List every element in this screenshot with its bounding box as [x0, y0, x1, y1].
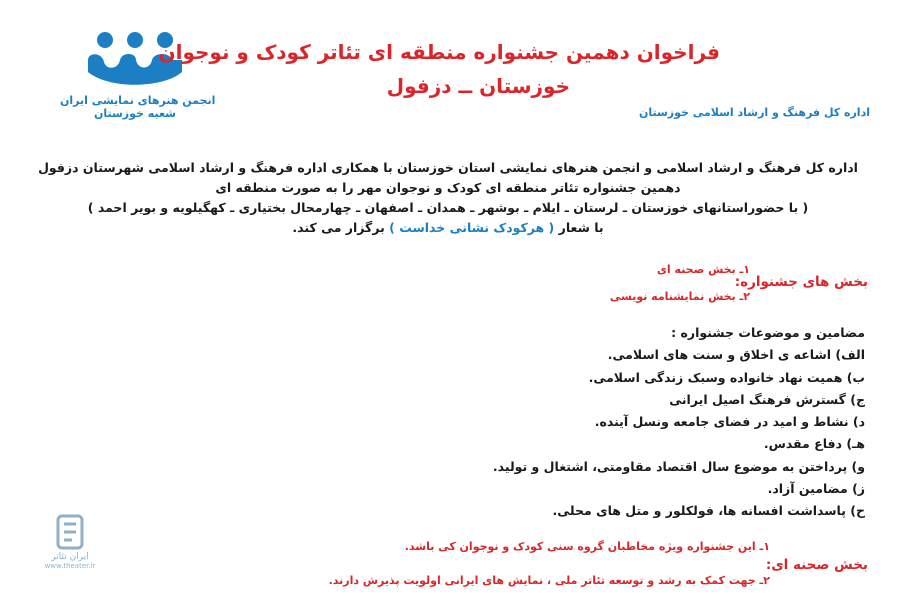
list-item: هـ) دفاع مقدس. — [763, 436, 865, 452]
page-subtitle: خوزستان ــ دزفول — [386, 74, 570, 98]
list-item: د) نشاط و امید در فضای جامعه ونسل آینده. — [594, 414, 865, 430]
list-item: الف) اشاعه ی اخلاق و سنت های اسلامی. — [607, 347, 865, 363]
festival-slogan: ( هرکودک نشانی خداست ) — [389, 220, 555, 235]
intro-paragraph — [28, 158, 868, 238]
iran-theater-watermark — [25, 512, 115, 582]
list-item: ج) گسترش فرهنگ اصیل ایرانی — [669, 391, 865, 407]
intro-slogan-prefix: با شعار — [558, 220, 604, 235]
stage-section-label: بخش صحنه ای: — [765, 557, 868, 573]
intro-line-2: دهمین جشنواره تئاتر منطقه ای کودک و نوجوان مهر را به صورت منطقه ای — [215, 180, 681, 195]
intro-line-3: ( با حضوراستانهای خوزستان ـ لرستان ـ ایلام ـ بوشهر ـ همدان ـ اصفهان ـ چهارمحال بختیاری ـ کهگیلویه و بویر احمد ) — [87, 200, 809, 215]
logo-branch-name: شعبه خوزستان — [93, 107, 176, 120]
section-item-stage: ۱ـ بخش صحنه ای — [656, 263, 750, 276]
list-item: ب) همیت نهاد خانواده وسبک زندگی اسلامی. — [588, 369, 865, 385]
logo-org-name: انجمن هنرهای نمایشی ایران — [60, 94, 216, 107]
list-item: ز) مضامین آزاد. — [767, 481, 865, 497]
stage-rule-2: ۲ـ جهت کمک به رشد و توسعه تئاتر ملی ، نمایش های ایرانی اولویت پذیرش دارند. — [328, 574, 770, 587]
festival-sections-label: بخش های جشنواره: — [734, 274, 868, 290]
page-title: فراخوان دهمین جشنواره منطقه ای تئاتر کودک و نوجوان — [158, 40, 720, 64]
iran-theater-logo-icon — [50, 512, 90, 552]
department-name: اداره کل فرهنگ و ارشاد اسلامی خوزستان — [638, 106, 870, 119]
section-item-playwriting: ۲ـ بخش نمایشنامه نویسی — [609, 290, 750, 303]
intro-line-4 — [28, 218, 868, 238]
themes-list — [345, 322, 865, 523]
stage-rule-1: ۱ـ این جشنواره ویژه مخاطبان گروه سنی کودک و نوجوان کی باشد. — [404, 540, 770, 553]
intro-line-1: اداره کل فرهنگ و ارشاد اسلامی و انجمن هنرهای نمایشی استان خوزستان با همکاری اداره فرهنگ و ارشاد اسلامی شهرستان دزفول — [38, 160, 858, 175]
intro-slogan-suffix: برگزار می کند. — [292, 220, 385, 235]
themes-heading: مضامین و موضوعات جشنواره : — [671, 325, 865, 340]
watermark-name: ایران تئاتر — [51, 552, 89, 562]
list-item: و) پرداختن به موضوع سال اقتصاد مقاومتی، اشتغال و تولید. — [492, 458, 865, 474]
list-item: ح) پاسداشت افسانه ها، فولکلور و متل های محلی. — [552, 503, 865, 519]
watermark-url: www.theater.ir — [44, 562, 96, 570]
